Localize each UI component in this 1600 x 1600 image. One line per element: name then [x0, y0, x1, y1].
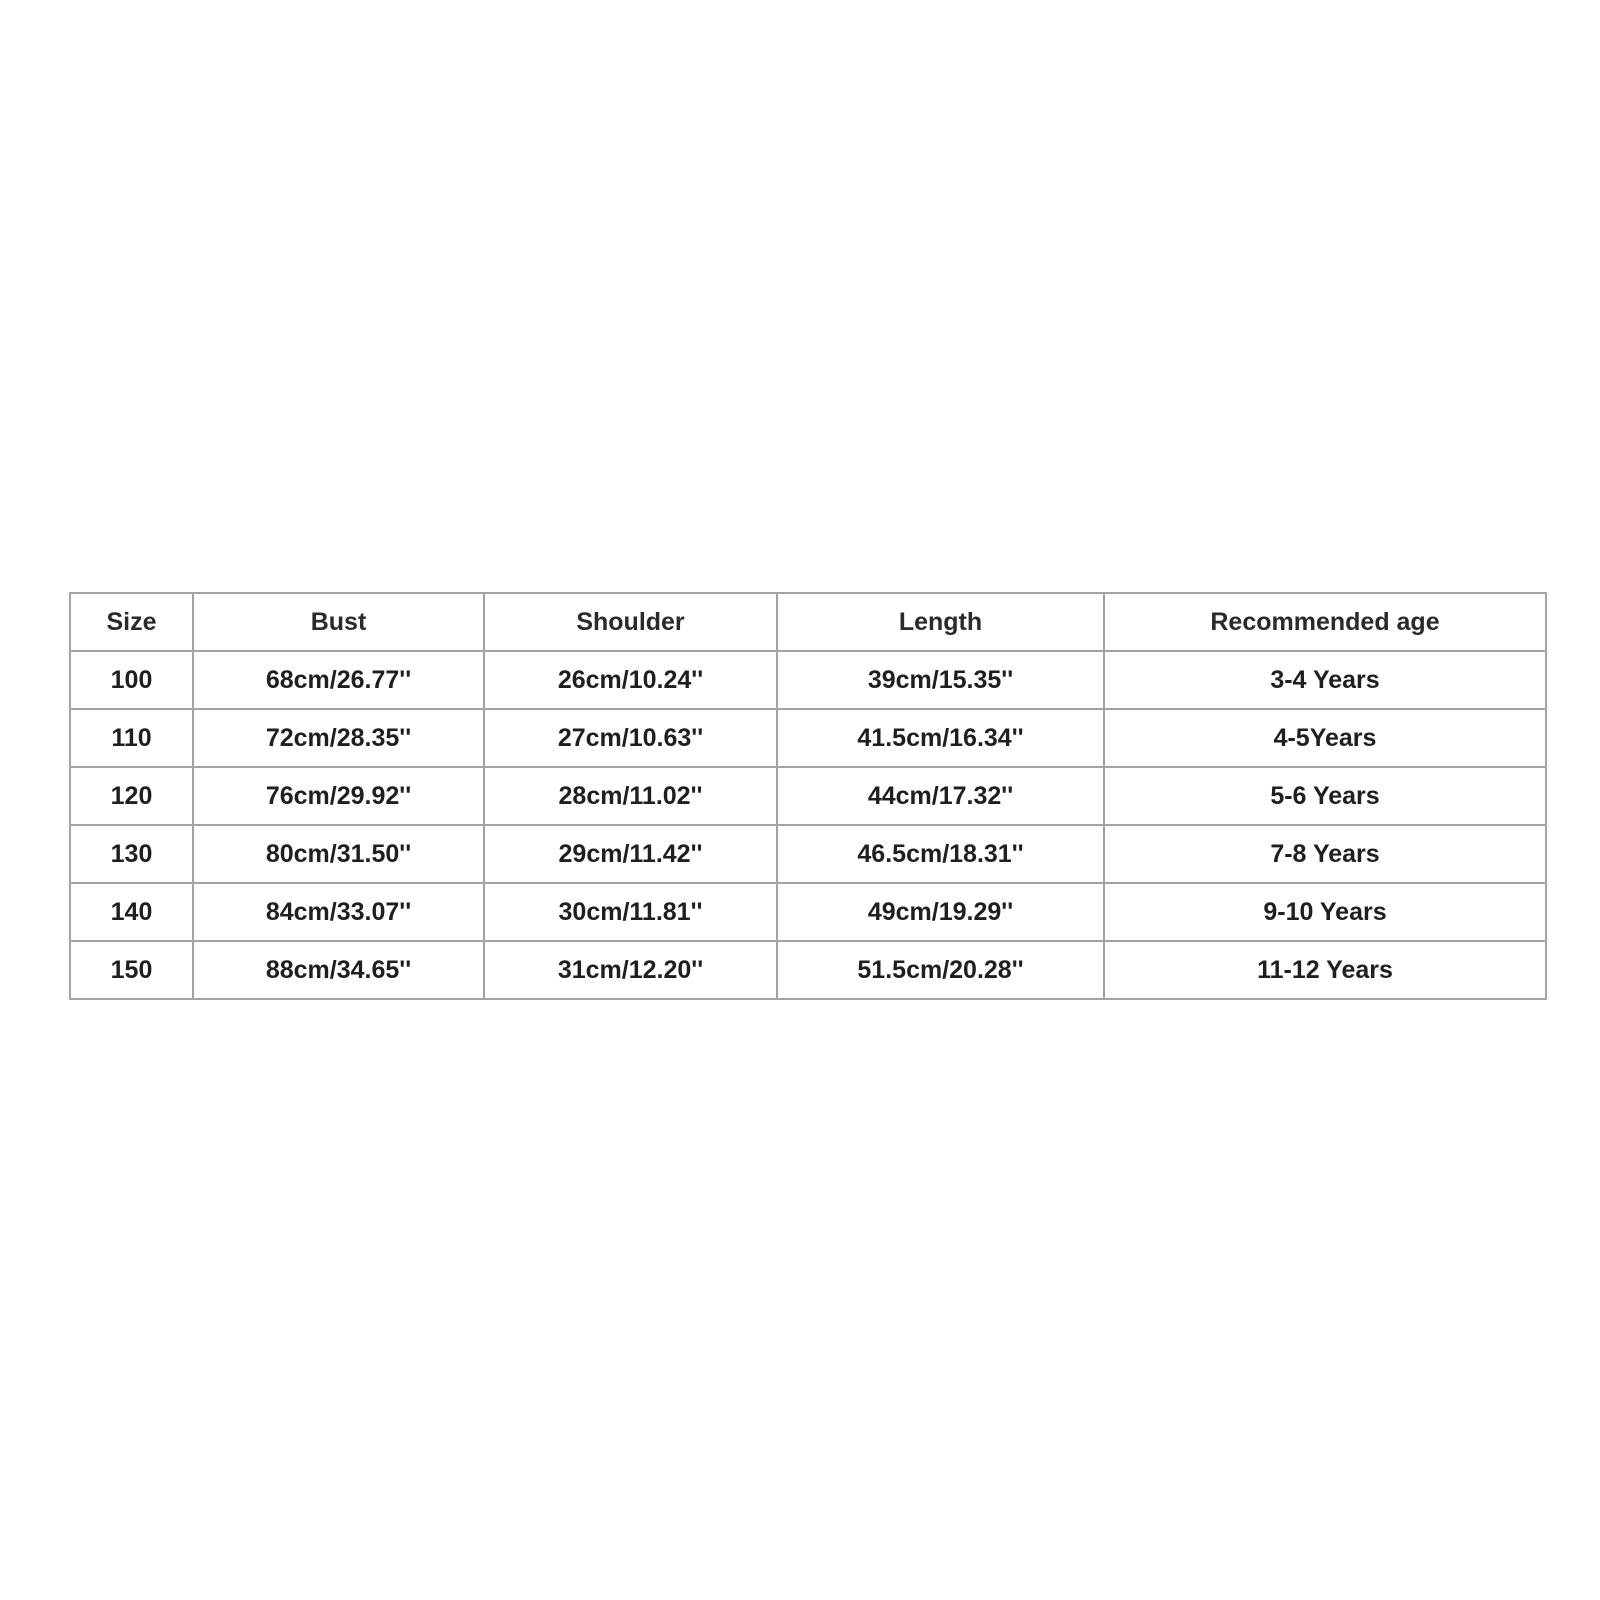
cell-bust: 76cm/29.92''	[193, 767, 484, 825]
cell-size: 120	[70, 767, 193, 825]
cell-shoulder: 31cm/12.20''	[484, 941, 777, 999]
cell-bust: 80cm/31.50''	[193, 825, 484, 883]
cell-bust: 72cm/28.35''	[193, 709, 484, 767]
cell-bust: 68cm/26.77''	[193, 651, 484, 709]
table-row	[70, 825, 1546, 883]
cell-length: 44cm/17.32''	[777, 767, 1104, 825]
table-header-row	[70, 593, 1546, 651]
table-row	[70, 651, 1546, 709]
cell-recommended-age: 9-10 Years	[1104, 883, 1546, 941]
header-shoulder: Shoulder	[484, 593, 777, 651]
cell-size: 110	[70, 709, 193, 767]
cell-recommended-age: 7-8 Years	[1104, 825, 1546, 883]
cell-size: 100	[70, 651, 193, 709]
table-row	[70, 941, 1546, 999]
cell-length: 51.5cm/20.28''	[777, 941, 1104, 999]
cell-shoulder: 29cm/11.42''	[484, 825, 777, 883]
cell-bust: 84cm/33.07''	[193, 883, 484, 941]
cell-shoulder: 27cm/10.63''	[484, 709, 777, 767]
cell-size: 150	[70, 941, 193, 999]
cell-recommended-age: 3-4 Years	[1104, 651, 1546, 709]
cell-shoulder: 26cm/10.24''	[484, 651, 777, 709]
cell-recommended-age: 5-6 Years	[1104, 767, 1546, 825]
cell-length: 49cm/19.29''	[777, 883, 1104, 941]
table-row	[70, 709, 1546, 767]
cell-bust: 88cm/34.65''	[193, 941, 484, 999]
cell-recommended-age: 11-12 Years	[1104, 941, 1546, 999]
header-size: Size	[70, 593, 193, 651]
header-recommended-age: Recommended age	[1104, 593, 1546, 651]
cell-length: 39cm/15.35''	[777, 651, 1104, 709]
cell-shoulder: 28cm/11.02''	[484, 767, 777, 825]
cell-length: 41.5cm/16.34''	[777, 709, 1104, 767]
table-row	[70, 767, 1546, 825]
cell-size: 130	[70, 825, 193, 883]
cell-length: 46.5cm/18.31''	[777, 825, 1104, 883]
table-row	[70, 883, 1546, 941]
header-bust: Bust	[193, 593, 484, 651]
cell-shoulder: 30cm/11.81''	[484, 883, 777, 941]
header-length: Length	[777, 593, 1104, 651]
cell-recommended-age: 4-5Years	[1104, 709, 1546, 767]
size-chart-table	[69, 592, 1547, 1000]
cell-size: 140	[70, 883, 193, 941]
